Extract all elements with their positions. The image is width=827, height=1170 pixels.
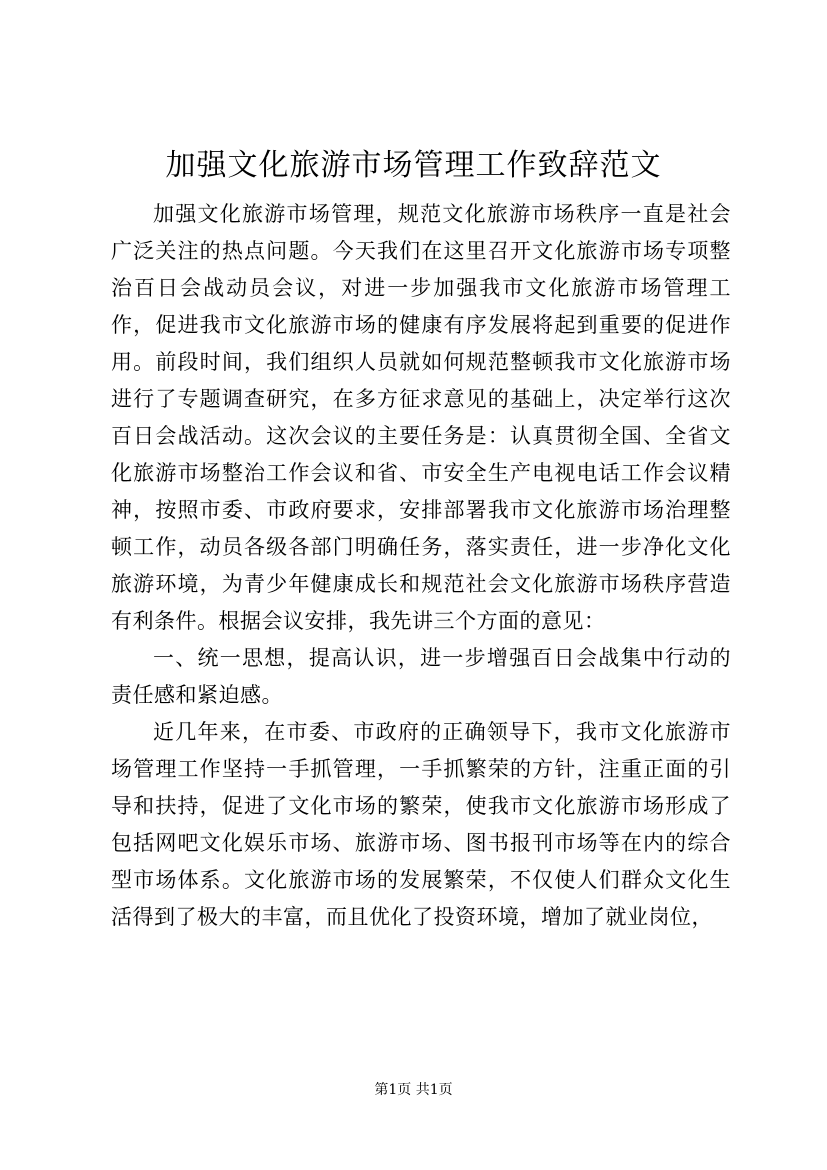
paragraph-section-heading: 一、统一思想，提高认识，进一步增强百日会战集中行动的责任感和紧迫感。 (111, 646, 731, 707)
page-footer: 第1页 共1页 (374, 1082, 453, 1098)
paragraph-background: 近几年来，在市委、市政府的正确领导下，我市文化旅游市场管理工作坚持一手抓管理，一手抓繁荣的方针，注重正面的引导和扶持，促进了文化市场的繁荣，使我市文化旅游市场形成了包括网吧文化娱乐市场、旅游市场、图书报刊市场等在内的综合型市场体系。文化旅游市场的发展繁荣，不仅使人们群众文化生活得到了极大的丰富，而且优化了投资环境，增加了就业岗位， (111, 720, 731, 929)
paragraph-intro: 加强文化旅游市场管理，规范文化旅游市场秩序一直是社会广泛关注的热点问题。今天我们在这里召开文化旅游市场专项整治百日会战动员会议，对进一步加强我市文化旅游市场管理工作，促进我市文化旅游市场的健康有序发展将起到重要的促进作用。前段时间，我们组织人员就如何规范整顿我市文化旅游市场进行了专题调查研究，在多方征求意见的基础上，决定举行这次百日会战活动。这次会议的主要任务是：认真贯彻全国、全省文化旅游市场整治工作会议和省、市安全生产电视电话工作会议精神，按照市委、市政府要求，安排部署我市文化旅游市场治理整顿工作，动员各级各部门明确任务，落实责任，进一步净化文化旅游环境，为青少年健康成长和规范社会文化旅游市场秩序营造有利条件。根据会议安排，我先讲三个方面的意见： (111, 202, 731, 633)
document-body (111, 196, 731, 936)
document-title: 加强文化旅游市场管理工作致辞范文 (165, 148, 662, 183)
